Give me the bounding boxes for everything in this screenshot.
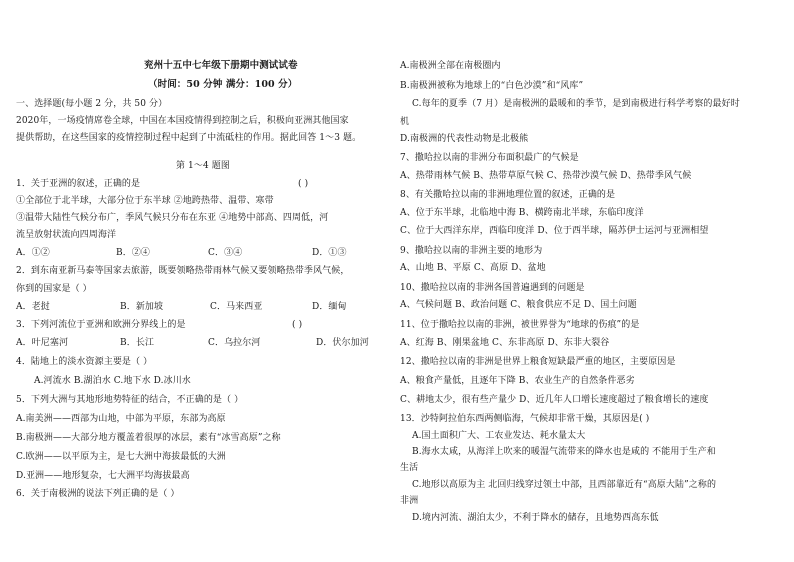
q3-option-c: C．乌拉尔河 (208, 338, 261, 348)
q2-option-c: C．马来西亚 (210, 302, 263, 312)
q6-option-b: B.南极洲被称为地球上的“白色沙漠”和“风库” (400, 81, 584, 91)
q1-option-a: A．①② (16, 248, 50, 258)
q12-options-ab: A、粮食产量低，且逐年下降 B、农业生产的自然条件恶劣 (400, 376, 635, 386)
q7-stem: 7、撒哈拉以南的非洲分布面积最广的气候是 (400, 153, 579, 163)
q5-option-b: B.南极洲——大部分地方覆盖着很厚的冰层，素有“冰雪高原”之称 (16, 433, 281, 443)
q5-option-d: D.亚洲——地形复杂，七大洲平均海拔最高 (16, 471, 190, 481)
q10-stem: 10、撒哈拉以南的非洲各国普遍遇到的问题是 (400, 283, 585, 293)
figure-caption: 第 1～4 题图 (176, 161, 230, 171)
q2-option-a: A．老挝 (16, 302, 50, 312)
section-heading: 一、选择题(每小题 2 分，共 50 分） (16, 99, 168, 109)
q1-stem: 1．关于亚洲的叙述，正确的是 (16, 179, 141, 189)
q9-options: A、山地 B、平原 C、高原 D、盆地 (400, 263, 546, 273)
q2-stem: 你到的国家是（ ） (16, 284, 92, 294)
q11-options: A、红海 B、刚果盆地 C、东非高原 D、东非大裂谷 (400, 338, 610, 348)
q6-option-a: A.南极洲全部在南极圈内 (400, 61, 501, 71)
q5-option-a: A.南美洲——西部为山地，中部为平原，东部为高原 (16, 414, 226, 424)
q1-statement: 流呈放射状流向四周海洋 (16, 230, 117, 240)
q1-answer-paren: ( ) (298, 179, 309, 189)
q3-option-a: A．叶尼塞河 (16, 338, 69, 348)
q4-stem: 4．陆地上的淡水资源主要是（ ） (16, 357, 153, 367)
q10-options: A、气候问题 B、政治问题 C、粮食供应不足 D、国土问题 (400, 300, 637, 310)
q13-option-b: B.海水太咸，从海洋上吹来的暖湿气流带来的降水也是咸的 不能用于生产和 (412, 447, 716, 457)
q1-option-c: C．③④ (208, 248, 243, 258)
q2-option-d: D．缅甸 (312, 302, 347, 312)
q1-option-b: B．②④ (116, 248, 151, 258)
q11-stem: 11、位于撒哈拉以南的非洲，被世界誉为“地球的伤痕”的是 (400, 320, 640, 330)
q8-options-ab: A、位于东半球，北临地中海 B、横跨南北半球，东临印度洋 (400, 208, 644, 218)
q13-option-c: C.地形以高原为主 北回归线穿过领土中部，且西部靠近有“高原大陆”之称的 (412, 480, 717, 490)
q13-option-a: A.国土面积广大、工农业发达、耗水量太大 (412, 431, 586, 441)
q6-option-d: D.南极洲的代表性动物是北极熊 (400, 134, 529, 144)
q12-stem: 12、撒哈拉以南的非洲是世界上粮食短缺最严重的地区，主要原因是 (400, 357, 676, 367)
intro-line: 提供帮助，在这些国家的疫情控制过程中起到了中流砥柱的作用。据此回答 1～3 题。 (16, 133, 362, 143)
intro-line: 2020年，一场疫情席卷全球，中国在本国疫情得到控制之后，积极向亚洲其他国家 (16, 116, 349, 126)
q2-stem: 2．到东南亚新马泰等国家去旅游，既要领略热带雨林气候又要领略热带季风气候， (16, 266, 350, 276)
q1-statement: ①全部位于北半球，大部分位于东半球 ②地跨热带、温带、寒带 (16, 196, 274, 206)
q9-stem: 9、撒哈拉以南的非洲主要的地形为 (400, 246, 543, 256)
q13-option-d: D.境内河流、湖泊太少，不利于降水的储存，且地势西高东低 (412, 513, 659, 523)
exam-subtitle: （时间：50 分钟 满分：100 分） (148, 79, 298, 90)
q3-option-d: D．伏尔加河 (316, 338, 369, 348)
q1-statement: ③温带大陆性气候分布广，季风气候只分布在东亚 ④地势中部高、四周低，河 (16, 213, 329, 223)
q8-stem: 8、有关撒哈拉以南的非洲地理位置的叙述，正确的是 (400, 190, 616, 200)
q7-options: A、热带雨林气候 B、热带草原气候 C、热带沙漠气候 D、热带季风气候 (400, 171, 692, 181)
q3-option-b: B．长江 (120, 338, 155, 348)
q4-options: A.河流水 B.湖泊水 C.地下水 D.冰川水 (34, 376, 191, 386)
exam-title: 兖州十五中七年级下册期中测试试卷 (144, 60, 298, 71)
q6-option-c: C.每年的夏季（7 月）是南极洲的最暖和的季节，是到南极进行科学考察的最好时 (412, 99, 740, 109)
q5-option-c: C.欧洲——以平原为主，是七大洲中海拔最低的大洲 (16, 452, 226, 462)
q8-options-cd: C、位于大西洋东岸，西临印度洋 D、位于西半球，隔苏伊士运河与亚洲相望 (400, 226, 709, 236)
q1-option-d: D．①③ (312, 248, 347, 258)
q13-option-c-cont: 非洲 (400, 496, 419, 506)
q12-options-cd: C、耕地太少，很有些产量少 D、近几年人口增长速度超过了粮食增长的速度 (400, 395, 709, 405)
q13-stem: 13．沙特阿拉伯东西两侧临海，气候却非常干燥，其原因是( ) (400, 414, 650, 424)
q2-option-b: B．新加坡 (120, 302, 164, 312)
q3-stem: 3．下列河流位于亚洲和欧洲分界线上的是 (16, 320, 186, 330)
q6-stem: 6．关于南极洲的说法下列正确的是（ ） (16, 489, 180, 499)
q13-option-b-cont: 生活 (400, 463, 419, 473)
q5-stem: 5．下列大洲与其地形地势特征的结合，不正确的是（ ） (16, 395, 244, 405)
q3-answer-paren: ( ) (292, 320, 303, 330)
q6-option-c-cont: 机 (400, 117, 410, 127)
